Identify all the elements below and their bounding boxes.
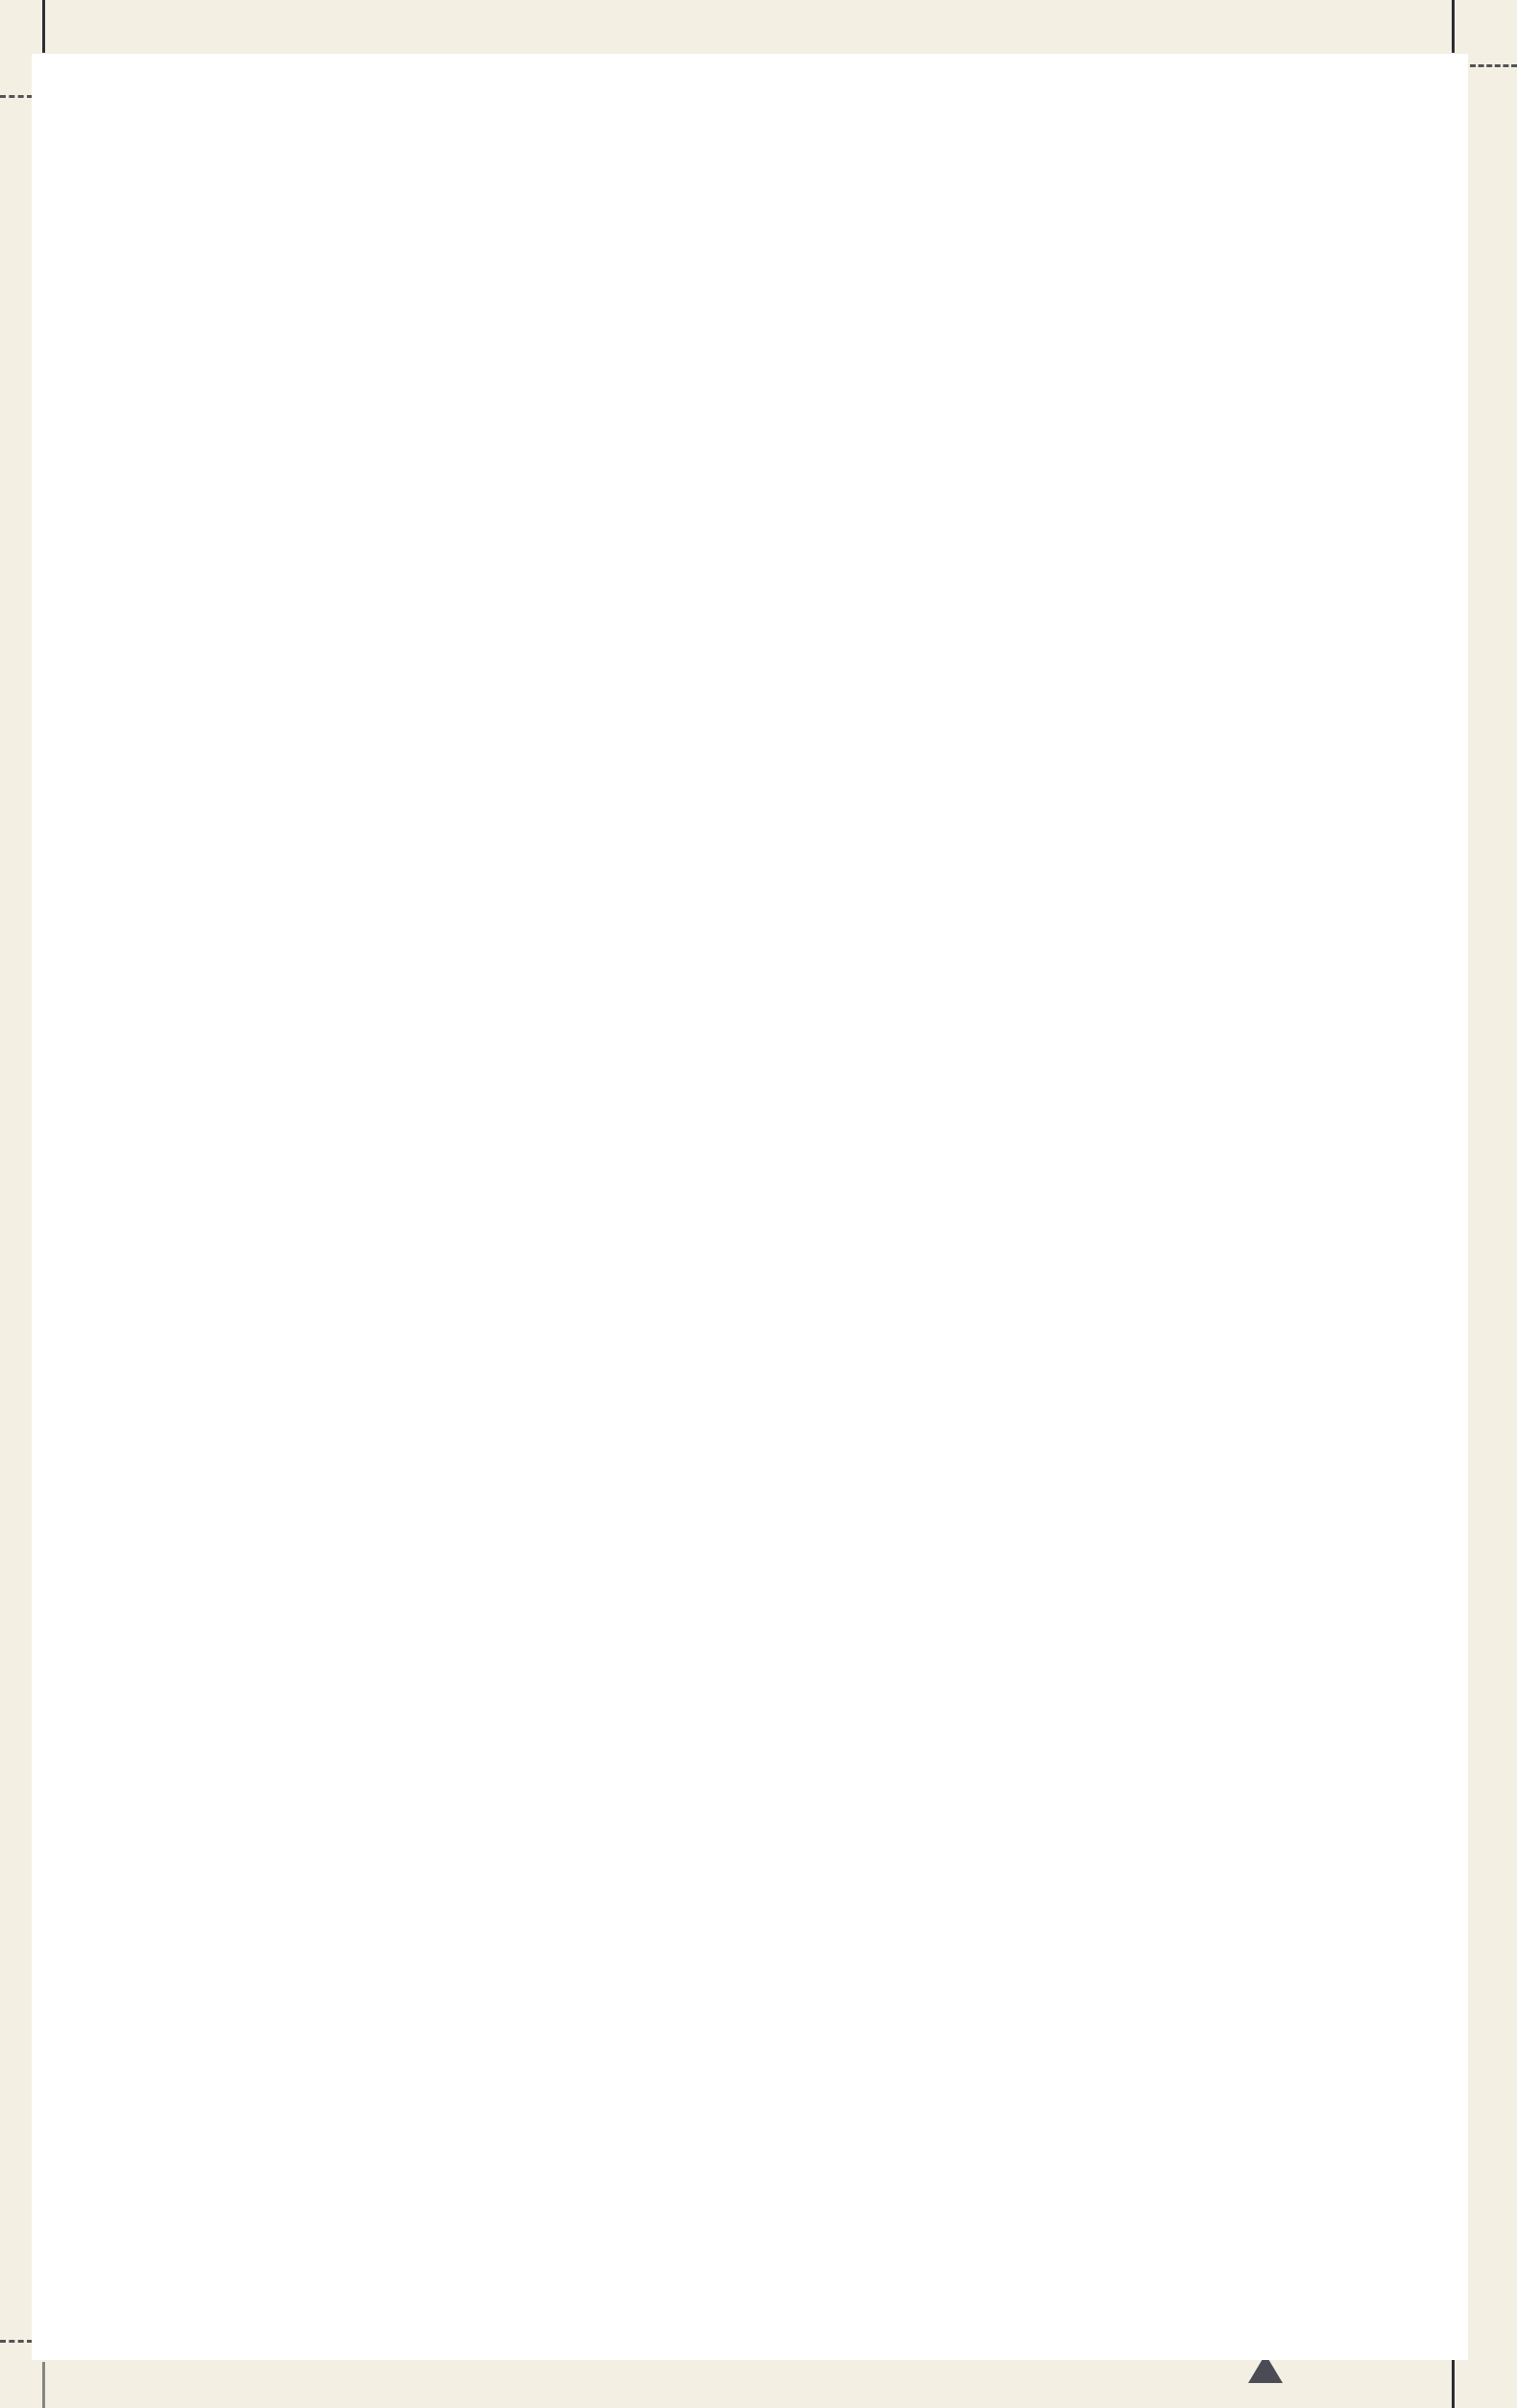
olive-branch-illustration: [1267, 2197, 1517, 2408]
margin-dash-top-left: [0, 95, 33, 98]
bottom-ornament-border: [61, 2366, 1237, 2387]
article-card: [32, 54, 1468, 2360]
margin-dash-bottom-left: [0, 2340, 33, 2343]
margin-dash-top-right: [1470, 64, 1517, 67]
corner-line-top-right: [1452, 0, 1455, 53]
corner-line-top-left: [42, 0, 45, 53]
corner-line-bottom-left: [42, 2362, 45, 2408]
